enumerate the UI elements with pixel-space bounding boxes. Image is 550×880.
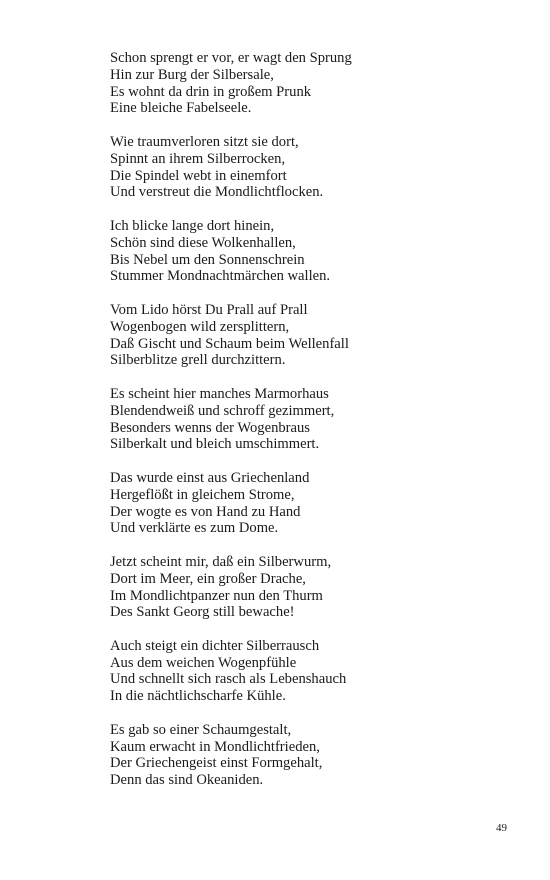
poem-line: Schön sind diese Wolkenhallen,: [110, 234, 296, 251]
poem-line: Blendendweiß und schroff gezimmert,: [110, 402, 335, 419]
poem-line: Bis Nebel um den Sonnenschrein: [110, 251, 305, 268]
poem-line: Wie traumverloren sitzt sie dort,: [110, 133, 299, 150]
poem-line: Jetzt scheint mir, daß ein Silberwurm,: [110, 553, 332, 570]
page-number: 49: [496, 822, 507, 834]
poem-line: Dort im Meer, ein großer Drache,: [110, 570, 306, 587]
stanza-6: [110, 470, 510, 537]
poem-line: Und verstreut die Mondlichtflocken.: [110, 184, 324, 201]
poem-line: Hin zur Burg der Silbersale,: [110, 66, 274, 83]
poem-line: Die Spindel webt in einemfort: [110, 167, 287, 184]
poem-line: Im Mondlichtpanzer nun den Thurm: [110, 587, 323, 604]
poem-line: Der wogte es von Hand zu Hand: [110, 503, 301, 520]
poem-line: Daß Gischt und Schaum beim Wellenfall: [110, 335, 349, 352]
poem-line: Und schnellt sich rasch als Lebenshauch: [110, 671, 347, 688]
poem-line: Stummer Mondnachtmärchen wallen.: [110, 268, 331, 285]
poem-line: Schon sprengt er vor, er wagt den Sprung: [110, 50, 352, 66]
poem-line: Der Griechengeist einst Formgehalt,: [110, 755, 323, 772]
stanza-1: [110, 50, 510, 117]
poem-line: Es gab so einer Schaumgestalt,: [110, 721, 292, 738]
poem-line: Vom Lido hörst Du Prall auf Prall: [110, 301, 308, 318]
poem-line: Denn das sind Okeaniden.: [110, 772, 264, 789]
poem-line: Das wurde einst aus Griechenland: [110, 469, 310, 486]
poem-line: Hergeflößt in gleichem Strome,: [110, 486, 295, 503]
poem-line: Es wohnt da drin in großem Prunk: [110, 83, 312, 100]
poem-line: Wogenbogen wild zersplittern,: [110, 318, 290, 335]
poem-line: Eine bleiche Fabelseele.: [110, 100, 252, 117]
stanza-7: [110, 554, 510, 621]
stanza-9: [110, 722, 510, 789]
poem-body: [110, 50, 510, 806]
poem-line: Ich blicke lange dort hinein,: [110, 217, 275, 234]
stanza-3: [110, 218, 510, 285]
poem-line: Des Sankt Georg still bewache!: [110, 604, 295, 621]
poem-line: Silberblitze grell durchzittern.: [110, 352, 286, 369]
stanza-4: [110, 302, 510, 369]
poem-line: Kaum erwacht in Mondlichtfrieden,: [110, 738, 320, 755]
stanza-5: [110, 386, 510, 453]
poem-line: Besonders wenns der Wogenbraus: [110, 419, 310, 436]
poem-line: Aus dem weichen Wogenpfühle: [110, 654, 297, 671]
poem-line: In die nächtlichscharfe Kühle.: [110, 688, 286, 705]
poem-line: Es scheint hier manches Marmorhaus: [110, 385, 329, 402]
poem-line: Silberkalt und bleich umschimmert.: [110, 436, 320, 453]
poem-line: Und verklärte es zum Dome.: [110, 520, 279, 537]
poem-line: Auch steigt ein dichter Silberrausch: [110, 637, 320, 654]
poem-line: Spinnt an ihrem Silberrocken,: [110, 150, 286, 167]
stanza-8: [110, 638, 510, 705]
stanza-2: [110, 134, 510, 201]
